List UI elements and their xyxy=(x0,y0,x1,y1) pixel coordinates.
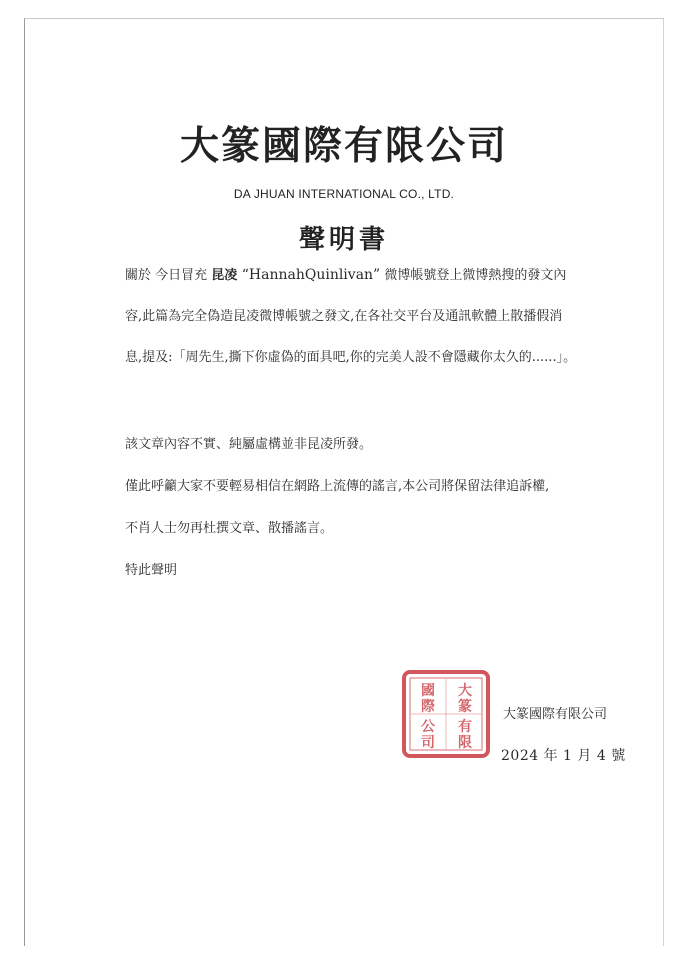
paragraph-1-line-3: 息,提及:「周先生,撕下你虛偽的面具吧,你的完美人設不會隱藏你太久的......」。 xyxy=(125,350,577,365)
svg-text:篆: 篆 xyxy=(458,699,472,715)
paragraph-1-line-1 xyxy=(125,264,566,283)
signer-company: 大篆國際有限公司 xyxy=(503,707,608,722)
document-sheet xyxy=(24,18,664,946)
paragraph-1-line-2: 容,此篇為完全偽造昆凌微博帳號之發文,在各社交平台及通訊軟體上散播假消 xyxy=(125,309,563,324)
company-name-zh: 大篆國際有限公司 xyxy=(179,123,508,169)
signature-date: 2024 年 1 月 4 號 xyxy=(501,748,626,764)
p1-line1-suffix: 微博帳號登上微博熱搜的發文內 xyxy=(380,268,567,283)
svg-text:公: 公 xyxy=(421,719,435,735)
paragraph-3-line-2: 不肖人士勿再杜撰文章、散播謠言。 xyxy=(125,521,334,536)
paragraph-3-line-1: 僅此呼籲大家不要輕易相信在網路上流傳的謠言,本公司將保留法律追訴權, xyxy=(125,479,550,494)
svg-text:大: 大 xyxy=(458,683,472,699)
svg-text:國: 國 xyxy=(421,683,435,699)
svg-text:限: 限 xyxy=(458,735,472,751)
svg-text:有: 有 xyxy=(458,719,472,735)
p1-line1-account: “HannahQuinlivan” xyxy=(237,267,381,283)
svg-text:司: 司 xyxy=(421,735,435,751)
p1-line1-name: 昆凌 xyxy=(211,268,238,283)
svg-text:際: 際 xyxy=(421,699,435,715)
document-title: 聲明書 xyxy=(298,225,389,255)
closing-statement: 特此聲明 xyxy=(125,563,178,578)
company-seal-stamp xyxy=(401,669,491,759)
company-name-en: DA JHUAN INTERNATIONAL CO., LTD. xyxy=(233,187,455,201)
p1-line1-prefix: 關於 今日冒充 xyxy=(125,268,212,283)
paragraph-2: 該文章內容不實、純屬虛構並非昆凌所發。 xyxy=(125,437,373,452)
